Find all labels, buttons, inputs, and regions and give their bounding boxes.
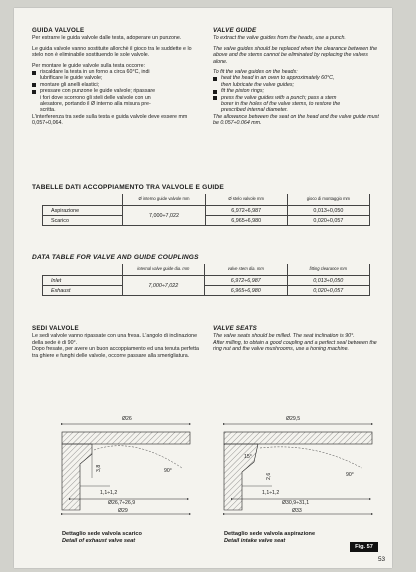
table-row bbox=[43, 206, 370, 216]
angle-label: 15° bbox=[244, 454, 252, 460]
list-item: press the valve guides with a punch; pass a stem borer in the holes of the valve stems, to restore the prescribed internal diameter. bbox=[213, 95, 383, 114]
intake-caption-it: Dettaglio sede valvola aspirazione bbox=[224, 531, 316, 537]
dim-label: 3,8 bbox=[96, 464, 102, 472]
seats-en-p2: After milling, to obtain a good coupling and a perfect seal between the ring nut and the valve mushrooms, use a honing machine. bbox=[213, 339, 377, 353]
dim-label: 2,6 bbox=[266, 472, 272, 480]
table-row bbox=[43, 216, 370, 226]
seats-en-p1: The valve seats should be milled. The seat inclination is 90°. bbox=[213, 333, 355, 340]
table-header-row bbox=[43, 264, 370, 276]
table-cell: 7,000÷7,022 bbox=[123, 206, 205, 226]
guides-it-p1: Per estrarre le guida valvole dalle testa, adoperare un punzone. bbox=[32, 35, 182, 42]
guides-en-p2: The valve guides should be replaced when the clearance between the above and the stems cannot be eliminated by replacing the valves alone. bbox=[213, 45, 378, 65]
dim-label: Ø33 bbox=[292, 508, 302, 514]
seats-it-column bbox=[32, 326, 202, 363]
column-header: gioco di montaggio mm bbox=[287, 194, 369, 206]
list-item: riscaldare la testa in un forno a circa 60°C, indi lubrificare le guide valvole; bbox=[32, 69, 202, 82]
guides-it-title: GUIDA VALVOLE bbox=[32, 27, 85, 34]
angle-label: 90° bbox=[164, 468, 172, 474]
table-cell: 6,965÷6,980 bbox=[205, 216, 287, 226]
guides-it-steps bbox=[32, 69, 202, 114]
guides-it-p3: Per montare le guide valvole sulla testa occorre: bbox=[32, 62, 146, 69]
row-label: Inlet bbox=[43, 276, 123, 286]
intake-caption bbox=[224, 531, 315, 545]
table-cell: 0,020÷0,057 bbox=[287, 286, 370, 296]
guides-it-p4: L'interferenza tra sede sulla testa e guida valvole deve essere mm 0,057÷0,064. bbox=[32, 113, 188, 127]
table-row bbox=[43, 276, 370, 286]
list-item: montare gli anelli elastici; bbox=[32, 82, 202, 88]
list-item: heat the head in an oven to approximately 60°C, then lubricate the valve guides; bbox=[213, 75, 383, 88]
guides-en-column bbox=[213, 28, 383, 131]
guides-en-steps bbox=[213, 75, 383, 113]
intake-seat-drawing bbox=[224, 416, 372, 514]
table-cell: 6,972÷6,987 bbox=[205, 206, 287, 216]
table-cell: 0,020÷0,057 bbox=[287, 216, 369, 226]
list-item: fit the piston rings; bbox=[213, 88, 383, 94]
table-it bbox=[42, 194, 370, 226]
table-en bbox=[42, 264, 370, 296]
column-header: fitting clearance mm bbox=[287, 264, 370, 276]
table-cell: 0,013÷0,050 bbox=[287, 276, 370, 286]
column-header: Ø interno guide valvole mm bbox=[123, 194, 205, 206]
guides-it-p2: Le guida valvole vanno sostituite allorchè il gioco tra le suddette e lo stelo non è eliminabile sostituendo le sole valvole. bbox=[32, 45, 192, 59]
dim-label: Ø29,5 bbox=[286, 416, 301, 422]
figure-tag: Fig. 57 bbox=[350, 542, 378, 552]
seats-it-p2: Dopo fresate, per avere un buon accoppiamento ed una tenuta perfetta tra ghiere e funghi delle valvole, occorre passare alla smerigliatura. bbox=[32, 346, 199, 359]
dim-label: Ø26 bbox=[122, 416, 132, 422]
manual-page bbox=[14, 8, 392, 568]
dim-label: Ø30,9÷31,1 bbox=[282, 500, 310, 506]
guides-it-column bbox=[32, 28, 202, 131]
dim-label: Ø29 bbox=[118, 508, 128, 514]
dim-label: 1,1÷1,2 bbox=[100, 490, 118, 496]
table-cell: 7,000÷7,022 bbox=[122, 276, 204, 296]
table-cell: 0,013÷0,050 bbox=[287, 206, 369, 216]
exhaust-caption-it: Dettaglio sede valvola scarico bbox=[62, 531, 142, 537]
column-header: internal valve guide dia. mm bbox=[122, 264, 204, 276]
guides-en-title: VALVE GUIDE bbox=[213, 27, 257, 34]
seats-it-p1: Le sedi valvole vanno ripassate con una fresa. L'angolo di inclinazione della sede è di 90°. bbox=[32, 333, 198, 346]
table-en-title: DATA TABLE FOR VALVE AND GUIDE COUPLINGS bbox=[32, 254, 199, 261]
valve-seat-drawings bbox=[14, 406, 392, 536]
angle-label: 90° bbox=[346, 472, 354, 478]
row-label: Aspirazione bbox=[43, 206, 123, 216]
exhaust-caption bbox=[62, 531, 142, 545]
page-number: 53 bbox=[378, 556, 386, 563]
table-cell: 6,972÷6,987 bbox=[205, 276, 287, 286]
guides-en-p3: To fit the valve guides on the heads: bbox=[213, 69, 298, 76]
table-cell: 6,965÷6,980 bbox=[205, 286, 287, 296]
list-item: pressare con punzone le guide valvole; ripassare i fori dove scorrono gli steli delle valvole con un alesatore, portando il Ø interno alla misura pre- scritta. bbox=[32, 88, 202, 114]
dim-label: 1,1÷1,2 bbox=[262, 490, 280, 496]
table-row bbox=[43, 286, 370, 296]
guides-en-p1: To extract the valve guides from the heads, use a punch. bbox=[213, 35, 346, 42]
row-label: Scarico bbox=[43, 216, 123, 226]
guides-en-p4: The allowance between the seat on the head and the valve guide must be 0.057÷0.064 mm. bbox=[213, 113, 379, 127]
table-header-row bbox=[43, 194, 370, 206]
seats-en-title: VALVE SEATS bbox=[213, 325, 257, 332]
table-it-title: TABELLE DATI ACCOPPIAMENTO TRA VALVOLE E GUIDE bbox=[32, 184, 224, 191]
column-header: Ø stelo valvole mm bbox=[205, 194, 287, 206]
dim-label: Ø26,7÷26,9 bbox=[108, 500, 136, 506]
column-header: valve stem dia. mm bbox=[205, 264, 287, 276]
exhaust-caption-en: Detail of exhaust valve seat bbox=[62, 538, 136, 544]
intake-caption-en: Detail intake valve seat bbox=[224, 538, 286, 544]
exhaust-seat-drawing bbox=[62, 416, 190, 514]
row-label: Exhaust bbox=[43, 286, 123, 296]
seats-en-column bbox=[213, 326, 383, 357]
seats-it-title: SEDI VALVOLE bbox=[32, 325, 79, 332]
